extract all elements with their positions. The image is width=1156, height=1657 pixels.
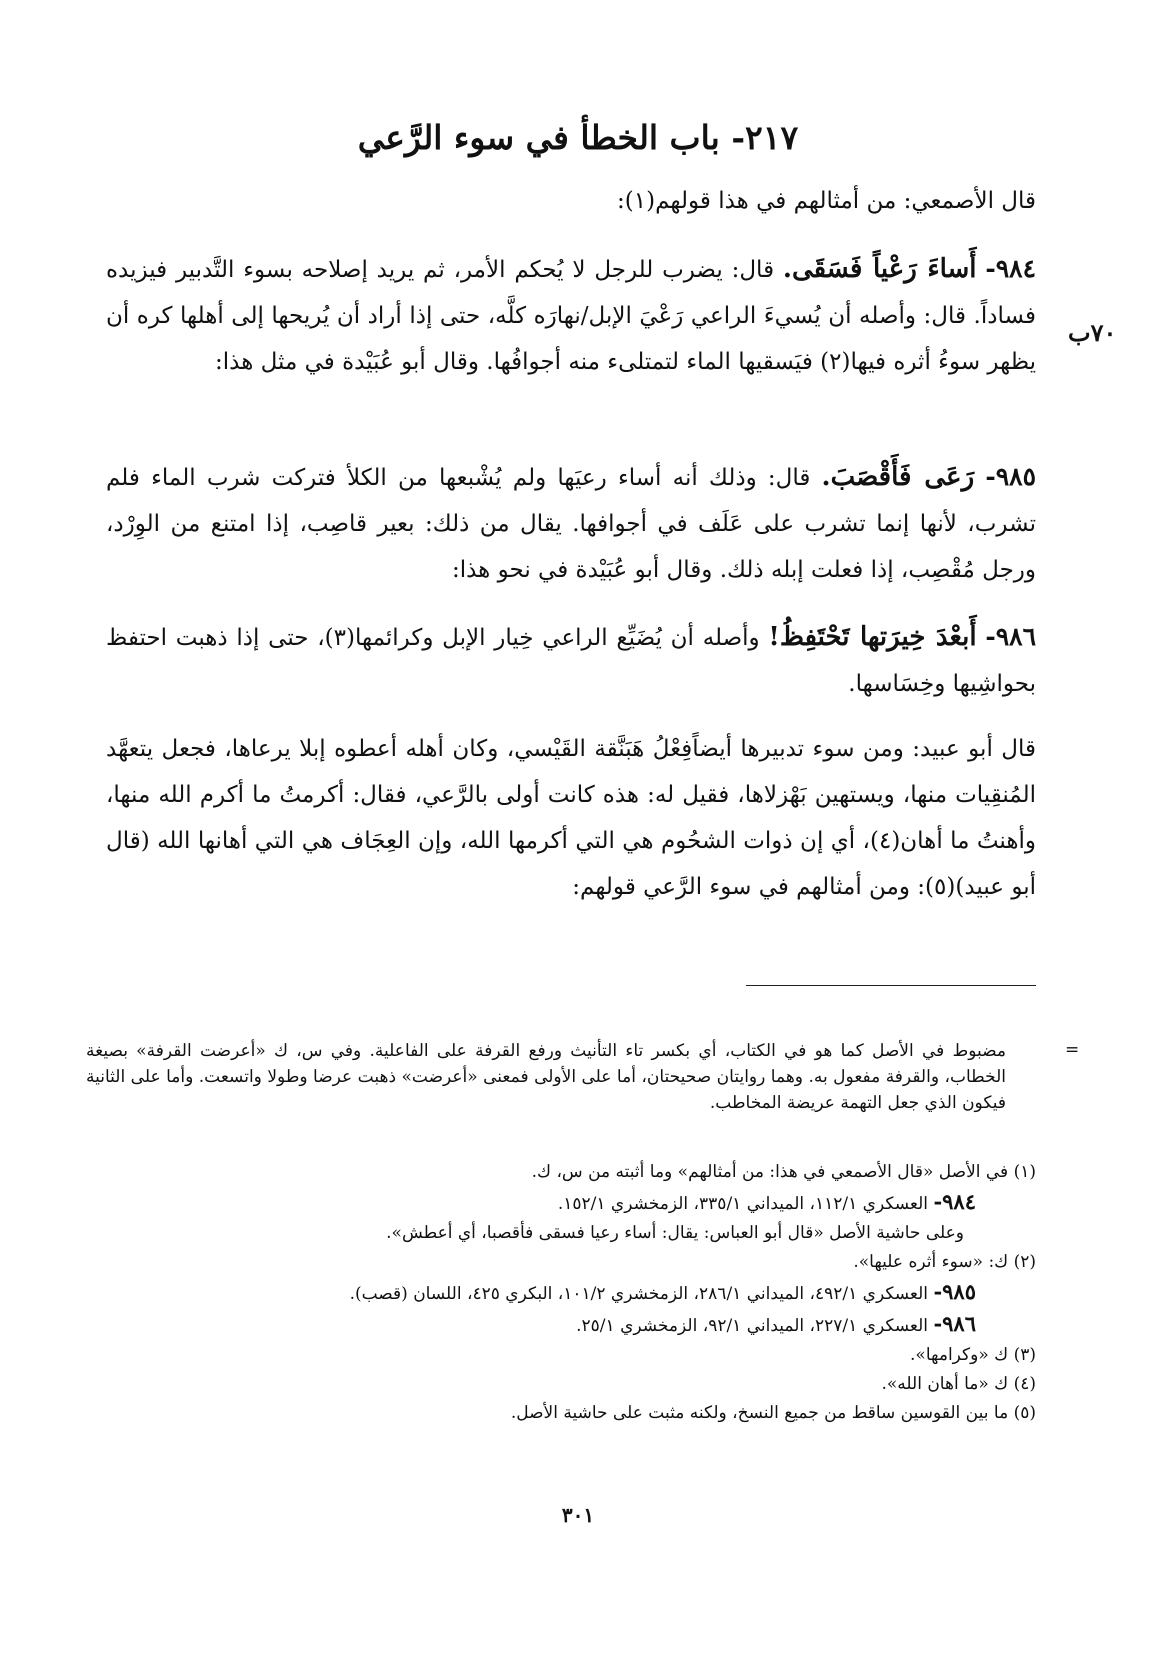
footnote-divider bbox=[746, 985, 1036, 986]
proverb-text: أَساءَ رَعْياً فَسَقَى. bbox=[782, 254, 977, 284]
entry-986 bbox=[106, 614, 1036, 707]
proverb-text: أَبعْدَ خِيرَتها تَحْتَفِظُ! bbox=[768, 622, 977, 652]
entry-explanation: قال: وذلك أنه أساء رعيَها ولم يُشْبعها من الكلأ فتركت شرب الماء فلم تشرب، لأنها إنما تشرب على عَلَف في أجوافها. يقال من ذلك: بعير قاصِب، إذا امتنع من الوِرْد، ورجل مُقْصِب، إذا فعلت إبله ذلك. وقال أبو عُبَيْدة في نحو هذا: bbox=[106, 465, 1036, 583]
footnote-item: (٢) ك: «سوء أثره عليها». bbox=[853, 1252, 1036, 1272]
intro-line: قال الأصمعي: من أمثالهم في هذا قولهم(١): bbox=[617, 188, 1036, 214]
reference-number: ٩٨٦- bbox=[933, 1311, 976, 1336]
margin-folio-note: ٧٠ب bbox=[1068, 318, 1117, 347]
footnote-item: (٣) ك «وكرامها». bbox=[910, 1345, 1036, 1365]
reference-sources: العسكري ٢٢٧/١، الميداني ٩٢/١، الزمخشري ٢٥/١. bbox=[576, 1316, 929, 1336]
reference-number: ٩٨٥- bbox=[933, 1279, 976, 1304]
footnote-list bbox=[106, 1158, 1036, 1428]
entry-number: ٩٨٦- bbox=[985, 622, 1037, 651]
proverb-text: رَعَى فَأَقْصَبَ. bbox=[821, 462, 975, 492]
entry-number: ٩٨٥- bbox=[985, 462, 1037, 491]
entry-explanation: وأصله أن يُضَيِّع الراعي خِيار الإبل وكرائمها(٣)، حتى إذا ذهبت احتفظ بحواشِيها وخِسَاسها. bbox=[106, 625, 1036, 697]
source-reference bbox=[106, 1309, 1036, 1341]
chapter-title: ٢١٧- باب الخطأ في سوء الرَّعي bbox=[357, 118, 799, 157]
footnote-item: (٤) ك «ما أهان الله». bbox=[881, 1374, 1036, 1394]
footnote-item: (٥) ما بين القوسين ساقط من جميع النسخ، ولكنه مثبت على حاشية الأصل. bbox=[510, 1403, 1036, 1423]
source-reference bbox=[106, 1187, 1036, 1219]
footnote-item: (١) في الأصل «قال الأصمعي في هذا: من أمثالهم» وما أثبته من س، ك. bbox=[531, 1162, 1036, 1182]
footnote-item: وعلى حاشية الأصل «قال أبو العباس: يقال: أساء رعيا فسقى فأقصبا، أي أعطش». bbox=[386, 1223, 964, 1243]
entry-984 bbox=[106, 246, 1036, 385]
entry-explanation: قال: يضرب للرجل لا يُحكم الأمر، ثم يريد إصلاحه بسوء التَّدبير فيزيده فساداً. قال: وأصله أن يُسيءَ الراعي رَعْيَ الإبل/نهارَه كلَّه، حتى إذا أراد أن يُريحها إلى أهلها كره أن يظهر سوءُ أثره فيها(٢) فيَسقيها الماء لتمتلىء منه أجوافُها. وقال أبو عُبَيْدة في مثل هذا: bbox=[106, 257, 1036, 375]
entry-985 bbox=[106, 454, 1036, 593]
footnote-continuation: مضبوط في الأصل كما هو في الكتاب، أي بكسر تاء التأنيث ورفع القرفة على الفاعلية. وفي س، ك «أعرضت القرفة» بصيغة الخطاب، والقرفة مفعول به. وهما روايتان صحيحتان، أما على الأولى فمعنى «أعرضت» ذهبت عرضا وطولا واتسعت. وأما على الثانية فيكون الذي جعل التهمة عريضة المخاطب. bbox=[86, 1041, 1006, 1113]
continuation-mark: = bbox=[1065, 1040, 1080, 1060]
reference-number: ٩٨٤- bbox=[933, 1189, 976, 1214]
page-number: ٣٠١ bbox=[561, 1503, 595, 1527]
entry-number: ٩٨٤- bbox=[985, 254, 1037, 283]
source-reference bbox=[106, 1277, 1036, 1309]
reference-sources: العسكري ٤٩٢/١، الميداني ٢٨٦/١، الزمخشري ١٠١/٢، البكري ٤٢٥، اللسان (قصب). bbox=[349, 1284, 929, 1304]
abu-ubayd-paragraph: قال أبو عبيد: ومن سوء تدبيرها أيضاًفِعْلُ هَبَنَّقة القَيْسي، وكان أهله أعطوه إبلا يرعاها، فجعل يتعهَّد المُنقِيات منها، ويستهين بَهْزلاها، فقيل له: هذه كانت أولى بالرَّعي، فقال: أكرمتُ ما أكرم الله منها، وأهنتُ ما أهان(٤)، أي إن ذوات الشحُوم هي التي أكرمها الله، وإن العِجَاف هي التي أهانها الله (قال أبو عبيد)(٥): ومن أمثالهم في سوء الرَّعي قولهم: bbox=[106, 736, 1036, 900]
reference-sources: العسكري ١١٢/١، الميداني ٣٣٥/١، الزمخشري ١٥٢/١. bbox=[557, 1194, 929, 1214]
